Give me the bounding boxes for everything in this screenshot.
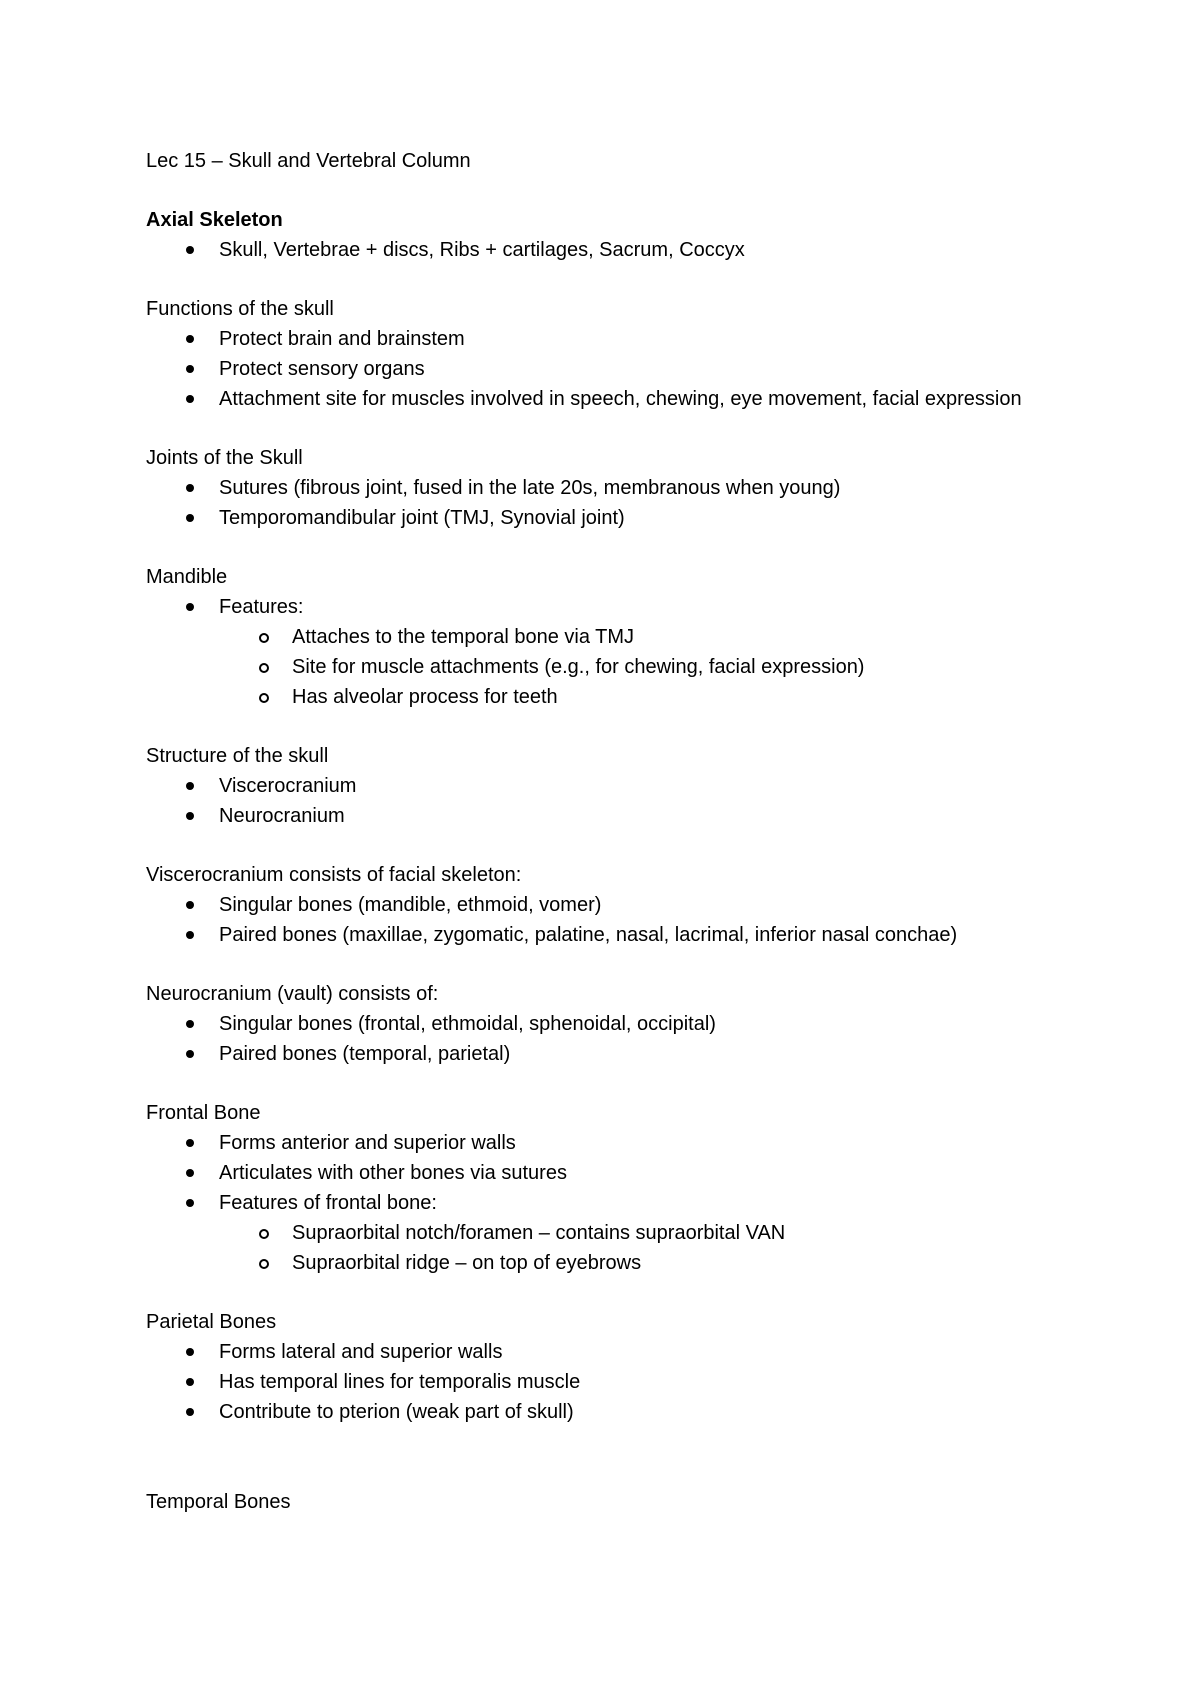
bullet-item-label: Features of frontal bone: — [219, 1192, 437, 1214]
section-heading: Frontal Bone — [146, 1102, 261, 1124]
bullet-item: Viscerocranium — [146, 771, 1086, 801]
bullet-item: Neurocranium — [146, 801, 1086, 831]
bullet-item: Attachment site for muscles involved in speech, chewing, eye movement, facial expression — [146, 384, 1086, 414]
section-viscerocranium — [146, 860, 1086, 950]
section-heading: Viscerocranium consists of facial skeleton: — [146, 864, 522, 886]
section-heading: Structure of the skull — [146, 745, 329, 767]
bullet-item: Articulates with other bones via sutures — [146, 1158, 1086, 1188]
bullet-list — [146, 473, 1086, 533]
sub-bullet-item: Supraorbital ridge – on top of eyebrows — [146, 1248, 1086, 1278]
bullet-list — [146, 771, 1086, 831]
section-temporal-bones — [146, 1487, 1086, 1517]
bullet-list — [146, 324, 1086, 414]
sub-bullet-item: Site for muscle attachments (e.g., for chewing, facial expression) — [146, 652, 1086, 682]
bullet-item: Forms lateral and superior walls — [146, 1337, 1086, 1367]
bullet-list — [146, 1009, 1086, 1069]
bullet-item — [146, 592, 1086, 712]
section-heading: Neurocranium (vault) consists of: — [146, 983, 439, 1005]
sub-bullet-list — [219, 1218, 1086, 1278]
sub-bullet-item: Supraorbital notch/foramen – contains supraorbital VAN — [146, 1218, 1086, 1248]
bullet-item: Protect brain and brainstem — [146, 324, 1086, 354]
section-structure-of-skull — [146, 741, 1086, 831]
sub-bullet-item: Has alveolar process for teeth — [146, 682, 1086, 712]
bullet-item: Singular bones (mandible, ethmoid, vomer) — [146, 890, 1086, 920]
bullet-list — [146, 235, 1086, 265]
section-axial-skeleton — [146, 205, 1086, 265]
bullet-item — [146, 1188, 1086, 1278]
bullet-item: Contribute to pterion (weak part of skull) — [146, 1397, 1086, 1427]
section-heading: Parietal Bones — [146, 1311, 277, 1333]
bullet-list — [146, 890, 1086, 950]
section-functions-of-skull — [146, 294, 1086, 414]
bullet-item-label: Features: — [219, 596, 304, 618]
bullet-item: Protect sensory organs — [146, 354, 1086, 384]
section-neurocranium — [146, 979, 1086, 1069]
bullet-item: Singular bones (frontal, ethmoidal, sphenoidal, occipital) — [146, 1009, 1086, 1039]
sub-bullet-item: Attaches to the temporal bone via TMJ — [146, 622, 1086, 652]
sub-bullet-list — [219, 622, 1086, 712]
section-mandible — [146, 562, 1086, 712]
bullet-item: Forms anterior and superior walls — [146, 1128, 1086, 1158]
section-frontal-bone — [146, 1098, 1086, 1278]
bullet-list — [146, 592, 1086, 712]
bullet-item: Temporomandibular joint (TMJ, Synovial joint) — [146, 503, 1086, 533]
document-title: Lec 15 – Skull and Vertebral Column — [146, 150, 471, 172]
bullet-item: Has temporal lines for temporalis muscle — [146, 1367, 1086, 1397]
bullet-list — [146, 1337, 1086, 1427]
section-joints-of-skull — [146, 443, 1086, 533]
bullet-item: Paired bones (temporal, parietal) — [146, 1039, 1086, 1069]
section-heading: Temporal Bones — [146, 1491, 291, 1513]
section-heading: Axial Skeleton — [146, 209, 283, 231]
section-heading: Joints of the Skull — [146, 447, 303, 469]
document-page — [146, 146, 1086, 1517]
bullet-item: Paired bones (maxillae, zygomatic, palatine, nasal, lacrimal, inferior nasal conchae) — [146, 920, 1086, 950]
section-heading: Mandible — [146, 566, 228, 588]
section-heading: Functions of the skull — [146, 298, 334, 320]
section-parietal-bones — [146, 1307, 1086, 1427]
bullet-list — [146, 1128, 1086, 1278]
bullet-item: Sutures (fibrous joint, fused in the late 20s, membranous when young) — [146, 473, 1086, 503]
bullet-item: Skull, Vertebrae + discs, Ribs + cartilages, Sacrum, Coccyx — [146, 235, 1086, 265]
